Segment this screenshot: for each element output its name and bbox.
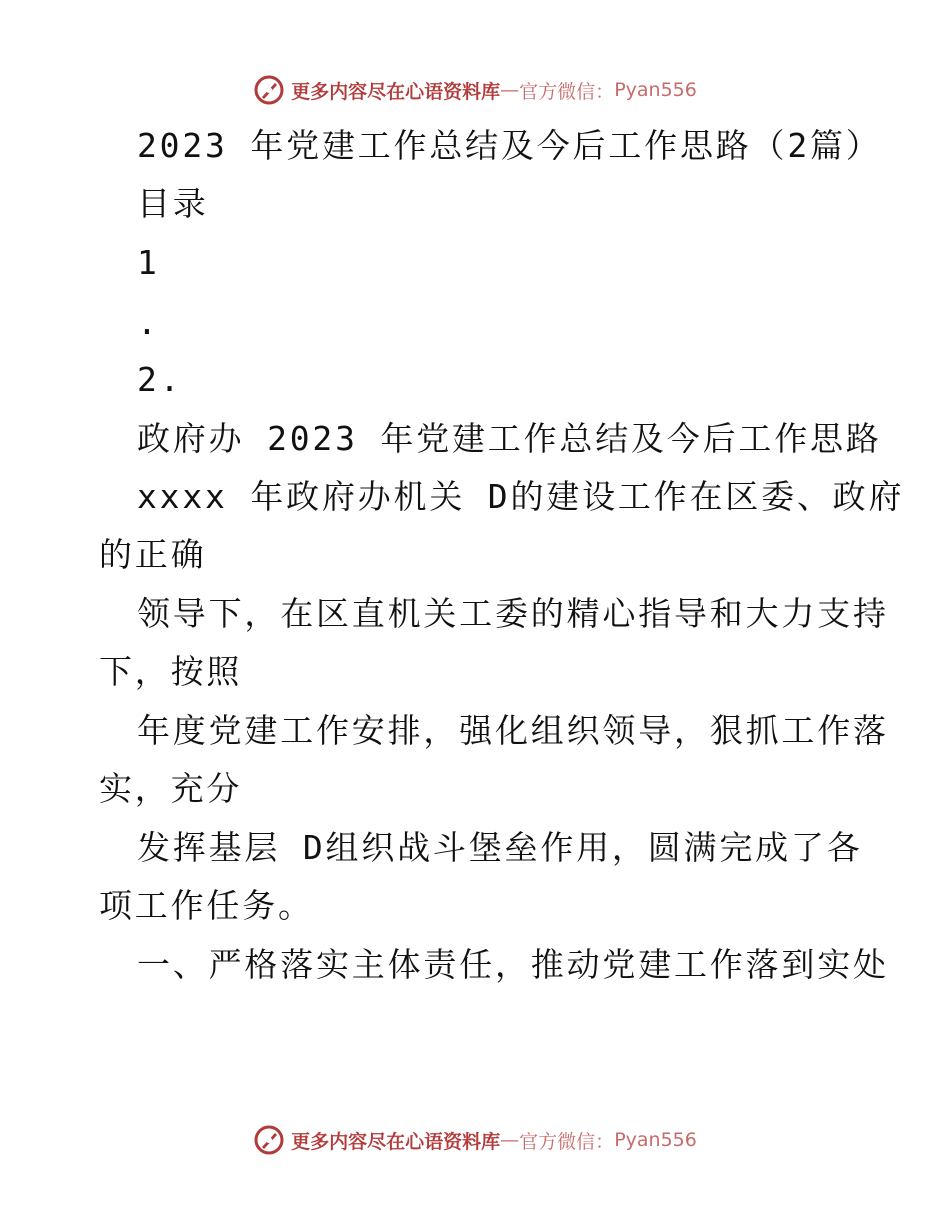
watermark-brand: 更多内容尽在心语资料库 [291,80,501,103]
watermark-official: 官方微信： [519,80,615,103]
footer-watermark [0,1120,950,1160]
paragraph-4-line-2: 项工作任务。 [99,886,314,925]
header-watermark [0,70,950,110]
quill-logo-icon [253,1124,285,1156]
watermark-official: 官方微信： [519,1130,615,1153]
watermark-dash: — [500,79,520,101]
paragraph-2-line-1: 领导下，在区直机关工委的精心指导和大力支持 [137,594,889,633]
section-heading-1: 一、严格落实主体责任，推动党建工作落到实处 [137,945,889,984]
paragraph-2-line-2: 下，按照 [99,652,243,691]
quill-logo-icon [253,74,285,106]
watermark-brand: 更多内容尽在心语资料库 [291,1130,501,1153]
section-title: 政府办 2023 年党建工作总结及今后工作思路 [137,419,882,458]
toc-item-1: 1 [137,243,160,282]
paragraph-3-line-1: 年度党建工作安排，强化组织领导，狠抓工作落 [137,711,889,750]
paragraph-3-line-2: 实，充分 [99,769,243,808]
toc-item-2: 2. [137,360,183,399]
watermark-wechat-id: Pyan556 [614,1129,697,1151]
toc-dot: . [137,303,160,342]
watermark-dash: — [500,1129,520,1151]
watermark-wechat-id: Pyan556 [614,79,697,101]
document-title: 2023 年党建工作总结及今后工作思路（2篇） [137,126,882,165]
toc-heading: 目录 [137,184,209,223]
paragraph-1-line-1: xxxx 年政府办机关 D的建设工作在区委、政府 [137,477,905,516]
paragraph-1-line-2: 的正确 [99,535,207,574]
paragraph-4-line-1: 发挥基层 D组织战斗堡垒作用，圆满完成了各 [137,828,863,867]
